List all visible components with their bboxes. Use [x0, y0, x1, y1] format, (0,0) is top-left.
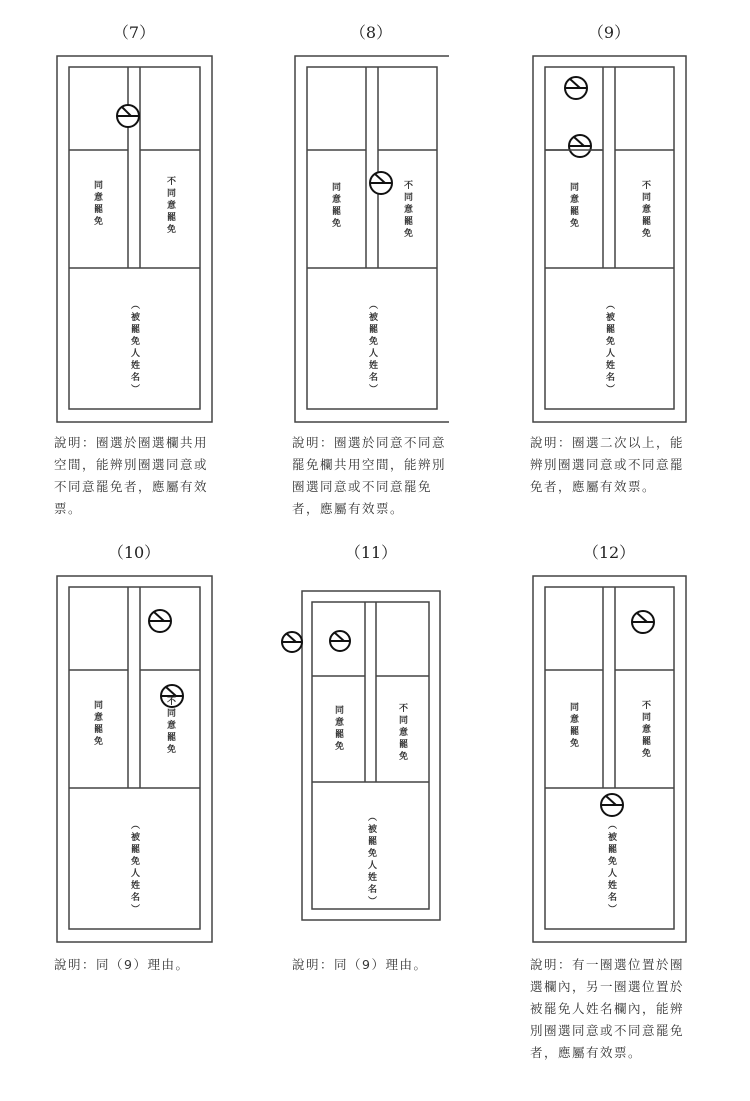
figure-label-11: （11） [344, 543, 398, 562]
disagree-column-label: 不同意罷免 [640, 700, 650, 760]
figure-label-7: （7） [112, 23, 156, 42]
agree-column-label: 同意罷免 [568, 702, 578, 750]
agree-column-label: 同意罷免 [92, 180, 102, 228]
recall-target-name-label: （被罷免人姓名） [366, 812, 376, 908]
explanation-note-12: 說明：有一圈選位置於圈選欄內，另一圈選位置於被罷免人姓名欄內，能辨別圈選同意或不同意罷免者，應屬有效票。 [530, 957, 685, 1060]
recall-target-name-label: （被罷免人姓名） [129, 300, 139, 396]
disagree-column-label: 不同意罷免 [640, 180, 650, 240]
recall-target-name-label: （被罷免人姓名） [367, 300, 377, 396]
figure-label-12: （12） [582, 543, 636, 562]
circle-stamp-icon [632, 611, 654, 633]
figure-label-10: （10） [107, 543, 161, 562]
agree-column-label: 同意罷免 [92, 700, 102, 748]
circle-stamp-icon [601, 794, 623, 816]
explanation-note-8: 說明：圈選於同意不同意罷免欄共用空間，能辨別圈選同意或不同意罷免者，應屬有效票。 [292, 435, 447, 516]
explanation-note-9: 說明：圈選二次以上，能辨別圈選同意或不同意罷免者，應屬有效票。 [530, 435, 685, 494]
agree-column-label: 同意罷免 [568, 182, 578, 230]
figure-label-9: （9） [587, 23, 631, 42]
explanation-note-10: 說明：同（9）理由。 [54, 957, 190, 972]
disagree-column-label: 不同意罷免 [397, 703, 407, 763]
recall-target-name-label: （被罷免人姓名） [604, 300, 614, 396]
disagree-column-label: 不同意罷免 [402, 180, 412, 240]
figure-label-8: （8） [349, 23, 393, 42]
explanation-note-11: 說明：同（9）理由。 [292, 957, 428, 972]
agree-column-label: 同意罷免 [330, 182, 340, 230]
recall-target-name-label: （被罷免人姓名） [606, 820, 616, 916]
agree-column-label: 同意罷免 [333, 705, 343, 753]
recall-target-name-label: （被罷免人姓名） [129, 820, 139, 916]
disagree-column-label: 不同意罷免 [165, 176, 175, 236]
explanation-note-7: 說明：圈選於圈選欄共用空間，能辨別圈選同意或不同意罷免者，應屬有效票。 [54, 435, 209, 516]
disagree-column-label: 不同意罷免 [165, 696, 175, 756]
